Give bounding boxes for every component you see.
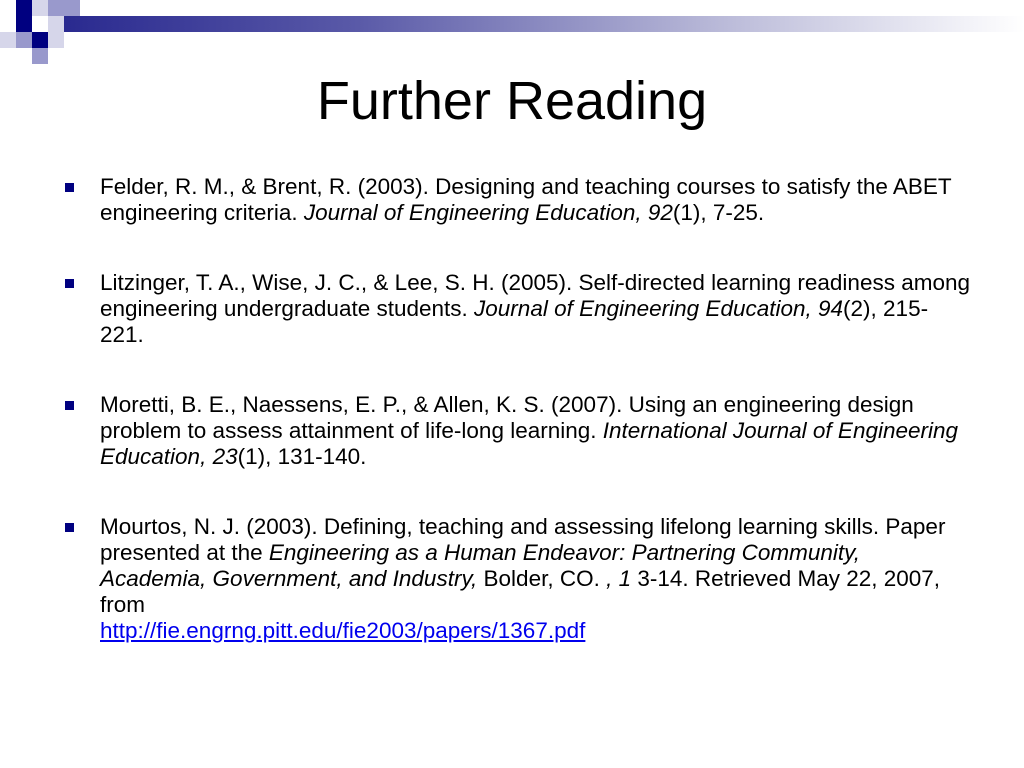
conference-title: Engineering as a Human Endeavor: Partnering Community, Academia, Government, and Industry,	[100, 540, 861, 591]
slide-title: Further Reading	[316, 71, 708, 131]
corner-square-decoration	[0, 16, 16, 32]
reference-location: Bolder, CO.	[477, 566, 607, 591]
corner-square-decoration	[16, 16, 32, 32]
reference-pages: (1), 7-25.	[672, 200, 765, 225]
corner-square-decoration	[32, 16, 48, 32]
corner-square-decoration	[0, 32, 16, 48]
reference-text: Litzinger, T. A., Wise, J. C., & Lee, S. H. (2005). Self-directed learning readiness among engineering undergraduate students.	[100, 270, 971, 321]
corner-square-decoration	[32, 32, 48, 48]
journal-title: International Journal of Engineering Education, 23	[100, 418, 959, 469]
journal-title: Journal of Engineering Education, 94	[474, 296, 844, 321]
reference-item	[62, 270, 970, 348]
reference-retrieval: 3-14. Retrieved May 22, 2007, from	[100, 566, 941, 617]
corner-square-decoration	[16, 32, 32, 48]
reference-volume: , 1	[606, 566, 632, 591]
reference-item	[62, 514, 970, 644]
reference-list	[62, 174, 970, 688]
reference-pages: (2), 215-221.	[100, 296, 929, 347]
reference-item	[62, 174, 970, 226]
square-bullet-icon	[65, 401, 74, 410]
corner-square-decoration	[32, 0, 48, 16]
header-gradient-band	[0, 16, 1024, 32]
reference-url-link[interactable]: http://fie.engrng.pitt.edu/fie2003/papers/1367.pdf	[100, 618, 586, 643]
reference-text: Moretti, B. E., Naessens, E. P., & Allen, K. S. (2007). Using an engineering design problem to assess attainment of life-long learning.	[100, 392, 914, 443]
reference-text: Mourtos, N. J. (2003). Defining, teaching and assessing lifelong learning skills. Paper presented at the	[100, 514, 946, 565]
corner-square-decoration	[32, 48, 48, 64]
corner-square-decoration	[64, 0, 80, 16]
corner-square-decoration	[48, 16, 64, 32]
journal-title: Journal of Engineering Education, 92	[303, 200, 673, 225]
reference-pages: (1), 131-140.	[237, 444, 367, 469]
square-bullet-icon	[65, 279, 74, 288]
corner-square-decoration	[48, 0, 64, 16]
square-bullet-icon	[65, 183, 74, 192]
corner-square-decoration	[48, 32, 64, 48]
reference-text: Felder, R. M., & Brent, R. (2003). Designing and teaching courses to satisfy the ABET engineering criteria.	[100, 174, 952, 225]
square-bullet-icon	[65, 523, 74, 532]
reference-item	[62, 392, 970, 470]
corner-square-decoration	[16, 0, 32, 16]
